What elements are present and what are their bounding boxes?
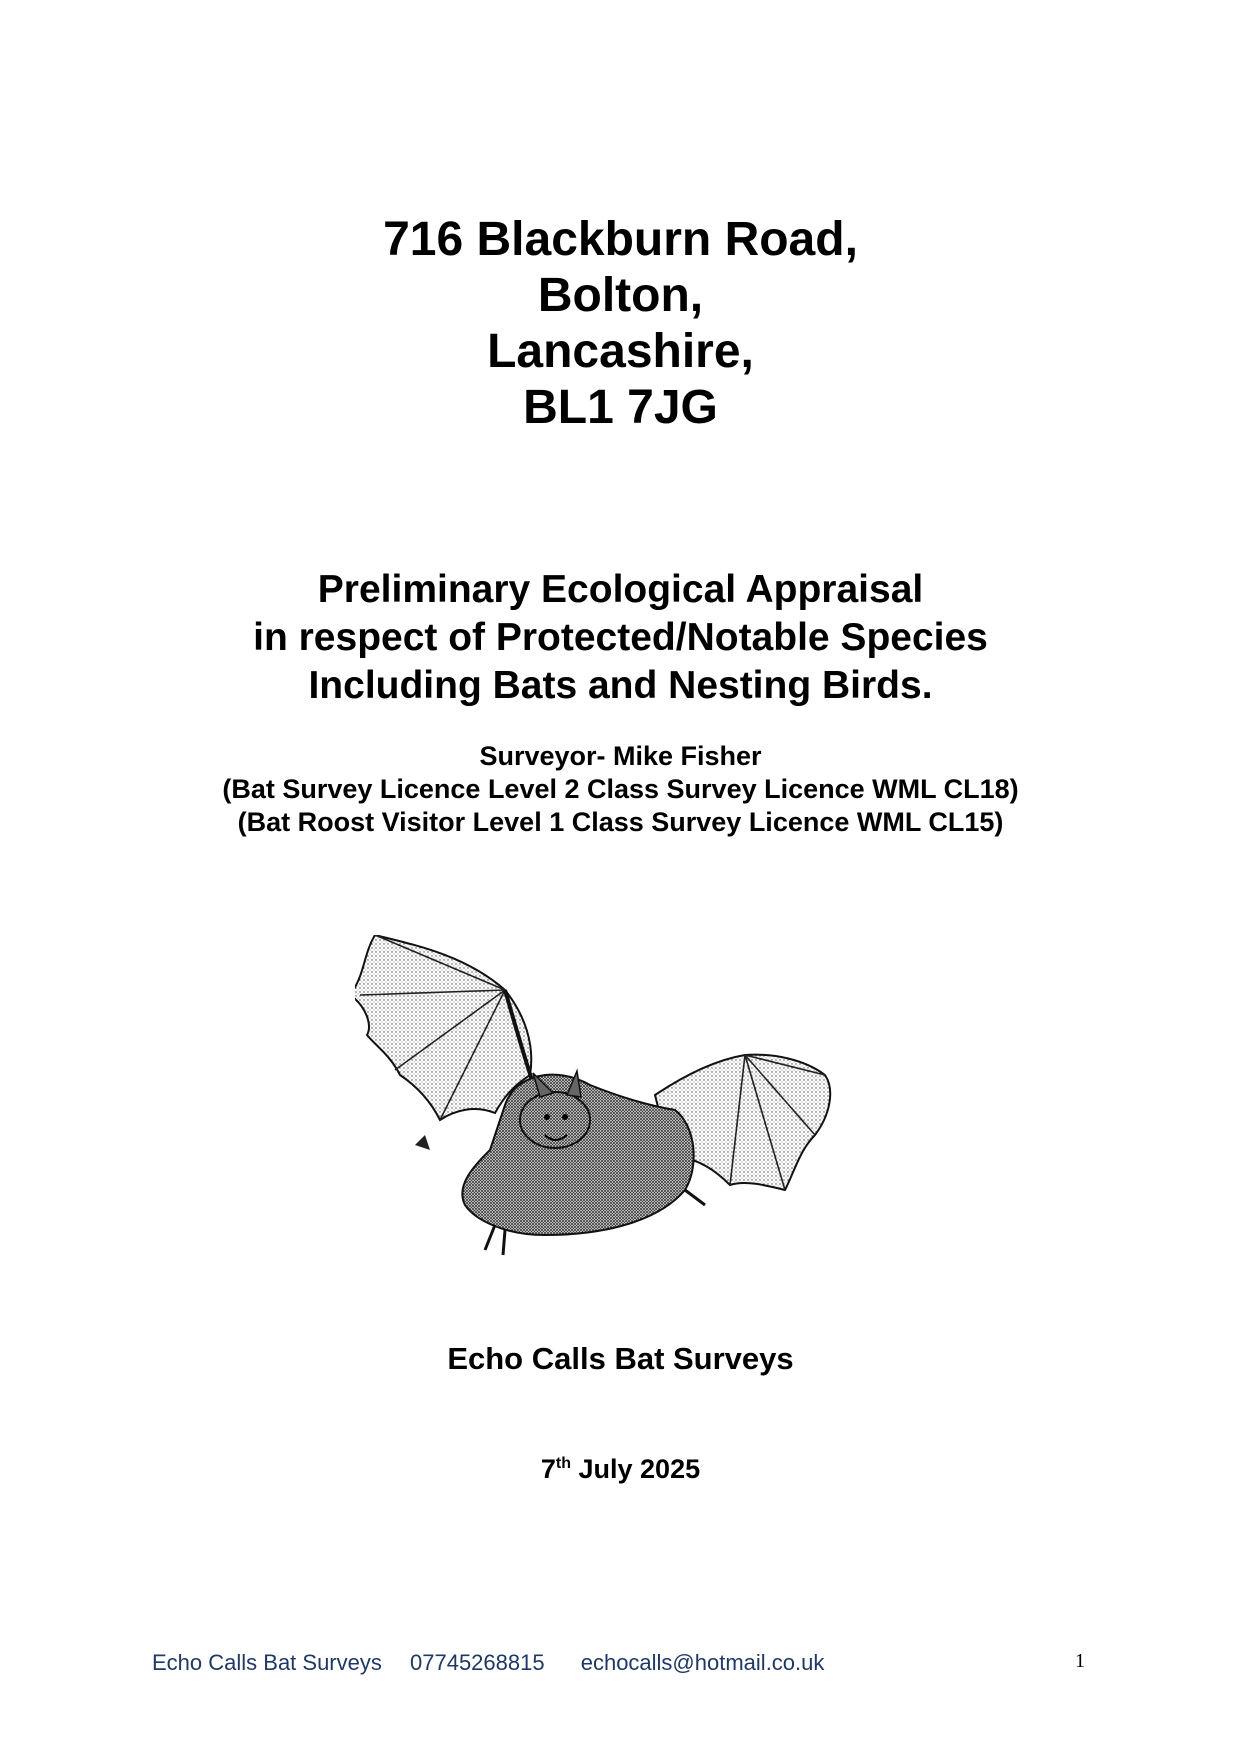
report-date-suffix: th: [555, 1455, 572, 1472]
report-title-line-3: Including Bats and Nesting Birds.: [308, 664, 933, 707]
report-date: [0, 1452, 1241, 1486]
bat-left-wing: [355, 935, 531, 1120]
bat-illustration-icon: [355, 935, 895, 1265]
report-title-line-2: in respect of Protected/Notable Species: [253, 616, 988, 659]
footer-phone: 07745268815: [410, 1650, 545, 1675]
report-date-rest: July 2025: [571, 1454, 701, 1484]
company-name: Echo Calls Bat Surveys: [447, 1341, 794, 1376]
page-number: 1: [1075, 1650, 1085, 1672]
address-line-county: Lancashire,: [487, 325, 754, 378]
surveyor-block: [0, 740, 1241, 839]
report-date-day: 7: [540, 1454, 556, 1484]
report-title: [0, 566, 1241, 710]
address-block: [0, 212, 1241, 436]
address-line-street: 716 Blackburn Road,: [383, 213, 858, 266]
report-title-line-1: Preliminary Ecological Appraisal: [317, 568, 924, 611]
footer-email: echocalls@hotmail.co.uk: [580, 1650, 825, 1675]
address-line-town: Bolton,: [537, 269, 704, 322]
surveyor-name: Surveyor- Mike Fisher: [479, 741, 762, 771]
page-footer: [152, 1650, 824, 1676]
surveyor-licence-2: (Bat Roost Visitor Level 1 Class Survey Licence WML CL15): [237, 807, 1004, 837]
footer-company: Echo Calls Bat Surveys: [152, 1650, 382, 1675]
surveyor-licence-1: (Bat Survey Licence Level 2 Class Survey Licence WML CL18): [222, 774, 1019, 804]
address-line-postcode: BL1 7JG: [523, 381, 718, 434]
